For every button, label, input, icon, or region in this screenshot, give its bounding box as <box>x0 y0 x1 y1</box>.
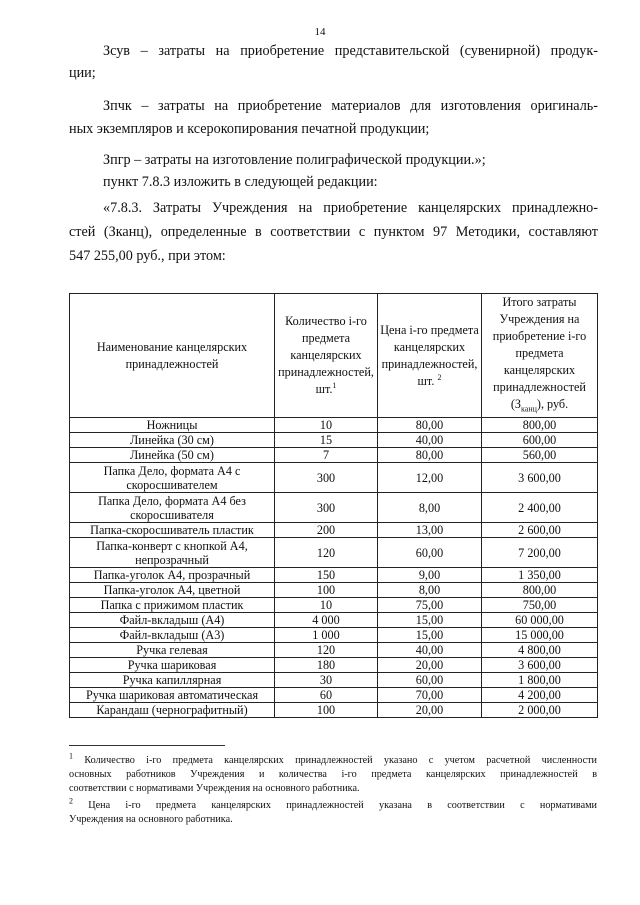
footnote-1 <box>69 751 597 796</box>
cell-name: Карандаш (чернографитный) <box>70 703 275 718</box>
header-name: Наименование канцелярских принадлежностей <box>70 294 275 418</box>
cell-quantity: 10 <box>275 598 378 613</box>
cell-quantity: 30 <box>275 673 378 688</box>
table-row <box>70 613 598 628</box>
cell-quantity: 100 <box>275 703 378 718</box>
cell-name: Папка-скоросшиватель пластик <box>70 523 275 538</box>
cell-price: 8,00 <box>378 493 482 523</box>
cell-name: Ручка шариковая автоматическая <box>70 688 275 703</box>
footnote-1-line-1: $^1$ Количество i-го предмета канцелярских принадлежностей указано с учетом расчетной численности <box>69 751 597 766</box>
table-row <box>70 463 598 493</box>
paragraph-zpchk-line-1: Зпчк – затраты на приобретение материалов для изготовления оригиналь- <box>103 98 598 114</box>
cell-price: 40,00 <box>378 433 482 448</box>
header-quantity: Количество i-го предмета канцелярских принадлежностей, шт.$^1$ <box>275 294 378 418</box>
cell-name: Файл-вкладыш (А4) <box>70 613 275 628</box>
cell-total: 15 000,00 <box>482 628 598 643</box>
paragraph-783-line-1: «7.8.3. Затраты Учреждения на приобретение канцелярских принадлежно- <box>103 200 598 216</box>
cell-total: 60 000,00 <box>482 613 598 628</box>
paragraph-punkt-783: пункт 7.8.3 изложить в следующей редакции: <box>103 174 378 190</box>
cell-price: 9,00 <box>378 568 482 583</box>
cell-quantity: 150 <box>275 568 378 583</box>
cell-quantity: 200 <box>275 523 378 538</box>
table-row <box>70 658 598 673</box>
cell-name: Линейка (50 см) <box>70 448 275 463</box>
cell-price: 15,00 <box>378 628 482 643</box>
cell-price: 60,00 <box>378 673 482 688</box>
supplies-table <box>69 293 598 718</box>
table-header-row <box>70 294 598 418</box>
cell-quantity: 120 <box>275 538 378 568</box>
cell-quantity: 15 <box>275 433 378 448</box>
cell-quantity: 60 <box>275 688 378 703</box>
header-price: Цена i-го предмета канцелярских принадлежностей, шт. $^2$ <box>378 294 482 418</box>
table-row <box>70 628 598 643</box>
paragraph-783-line-3: 547 255,00 руб., при этом: <box>69 248 226 264</box>
table-row <box>70 448 598 463</box>
table-row <box>70 523 598 538</box>
footnote-2 <box>69 796 598 827</box>
cell-name: Ручка гелевая <box>70 643 275 658</box>
cell-total: 750,00 <box>482 598 598 613</box>
cell-total: 4 200,00 <box>482 688 598 703</box>
cell-price: 13,00 <box>378 523 482 538</box>
cell-total: 800,00 <box>482 418 598 433</box>
footnote-1-line-2: основных работников Учреждения и количества i-го предмета канцелярских принадлежностей в <box>69 769 597 780</box>
paragraph-zsuv-line-2: ции; <box>69 65 96 81</box>
cell-price: 8,00 <box>378 583 482 598</box>
cell-price: 20,00 <box>378 658 482 673</box>
cell-total: 3 600,00 <box>482 463 598 493</box>
cell-total: 7 200,00 <box>482 538 598 568</box>
cell-name: Ручка капиллярная <box>70 673 275 688</box>
table-row <box>70 583 598 598</box>
cell-total: 1 350,00 <box>482 568 598 583</box>
cell-total: 2 400,00 <box>482 493 598 523</box>
cell-total: 560,00 <box>482 448 598 463</box>
cell-name: Ножницы <box>70 418 275 433</box>
cell-total: 800,00 <box>482 583 598 598</box>
cell-price: 40,00 <box>378 643 482 658</box>
cell-quantity: 180 <box>275 658 378 673</box>
cell-quantity: 1 000 <box>275 628 378 643</box>
cell-name: Линейка (30 см) <box>70 433 275 448</box>
cell-total: 1 800,00 <box>482 673 598 688</box>
table-row <box>70 688 598 703</box>
cell-price: 15,00 <box>378 613 482 628</box>
cell-price: 80,00 <box>378 448 482 463</box>
table-row <box>70 598 598 613</box>
paragraph-zpchk-line-2: ных экземпляров и ксерокопирования печатной продукции; <box>69 121 430 137</box>
table-row <box>70 703 598 718</box>
cell-total: 3 600,00 <box>482 658 598 673</box>
cell-price: 12,00 <box>378 463 482 493</box>
footnote-2-line-2: Учреждения на основного работника. <box>69 814 233 825</box>
cell-quantity: 300 <box>275 493 378 523</box>
paragraph-zsuv-line-1: Зсув – затраты на приобретение представительской (сувенирной) продук- <box>103 43 598 59</box>
cell-quantity: 10 <box>275 418 378 433</box>
table-row <box>70 643 598 658</box>
footnote-2-line-1: $^2$ Цена i-го предмета канцелярских принадлежностей указана в соответствии с нормативами <box>69 796 598 811</box>
cell-price: 70,00 <box>378 688 482 703</box>
cell-name: Папка Дело, формата А4 без скоросшивателя <box>70 493 275 523</box>
footnote-separator <box>69 745 225 746</box>
footnote-1-line-3: соответствии с нормативами Учреждения на основного работника. <box>69 783 360 794</box>
cell-total: 2 000,00 <box>482 703 598 718</box>
cell-name: Папка-уголок А4, прозрачный <box>70 568 275 583</box>
cell-name: Папка Дело, формата А4 с скоросшивателем <box>70 463 275 493</box>
cell-quantity: 100 <box>275 583 378 598</box>
table-row <box>70 433 598 448</box>
cell-total: 4 800,00 <box>482 643 598 658</box>
header-total: Итого затраты Учреждения на приобретение i-го предмета канцелярских принадлежностей $(З_{канц})$, руб. <box>482 294 598 418</box>
page-number: 14 <box>314 26 326 38</box>
table-row <box>70 493 598 523</box>
cell-name: Папка-конверт с кнопкой А4, непрозрачный <box>70 538 275 568</box>
cell-name: Папка с прижимом пластик <box>70 598 275 613</box>
cell-name: Файл-вкладыш (А3) <box>70 628 275 643</box>
cell-total: 600,00 <box>482 433 598 448</box>
cell-price: 60,00 <box>378 538 482 568</box>
cell-quantity: 4 000 <box>275 613 378 628</box>
cell-price: 80,00 <box>378 418 482 433</box>
cell-name: Папка-уголок А4, цветной <box>70 583 275 598</box>
paragraph-783-line-2: стей (Зканц), определенные в соответствии с пунктом 97 Методики, составляют <box>69 224 598 240</box>
cell-name: Ручка шариковая <box>70 658 275 673</box>
cell-quantity: 300 <box>275 463 378 493</box>
cell-quantity: 7 <box>275 448 378 463</box>
cell-total: 2 600,00 <box>482 523 598 538</box>
paragraph-zpgr: Зпгр – затраты на изготовление полиграфической продукции.»; <box>103 152 486 168</box>
cell-price: 75,00 <box>378 598 482 613</box>
table-row <box>70 538 598 568</box>
table-row <box>70 418 598 433</box>
table-row <box>70 568 598 583</box>
table-row <box>70 673 598 688</box>
cell-price: 20,00 <box>378 703 482 718</box>
cell-quantity: 120 <box>275 643 378 658</box>
